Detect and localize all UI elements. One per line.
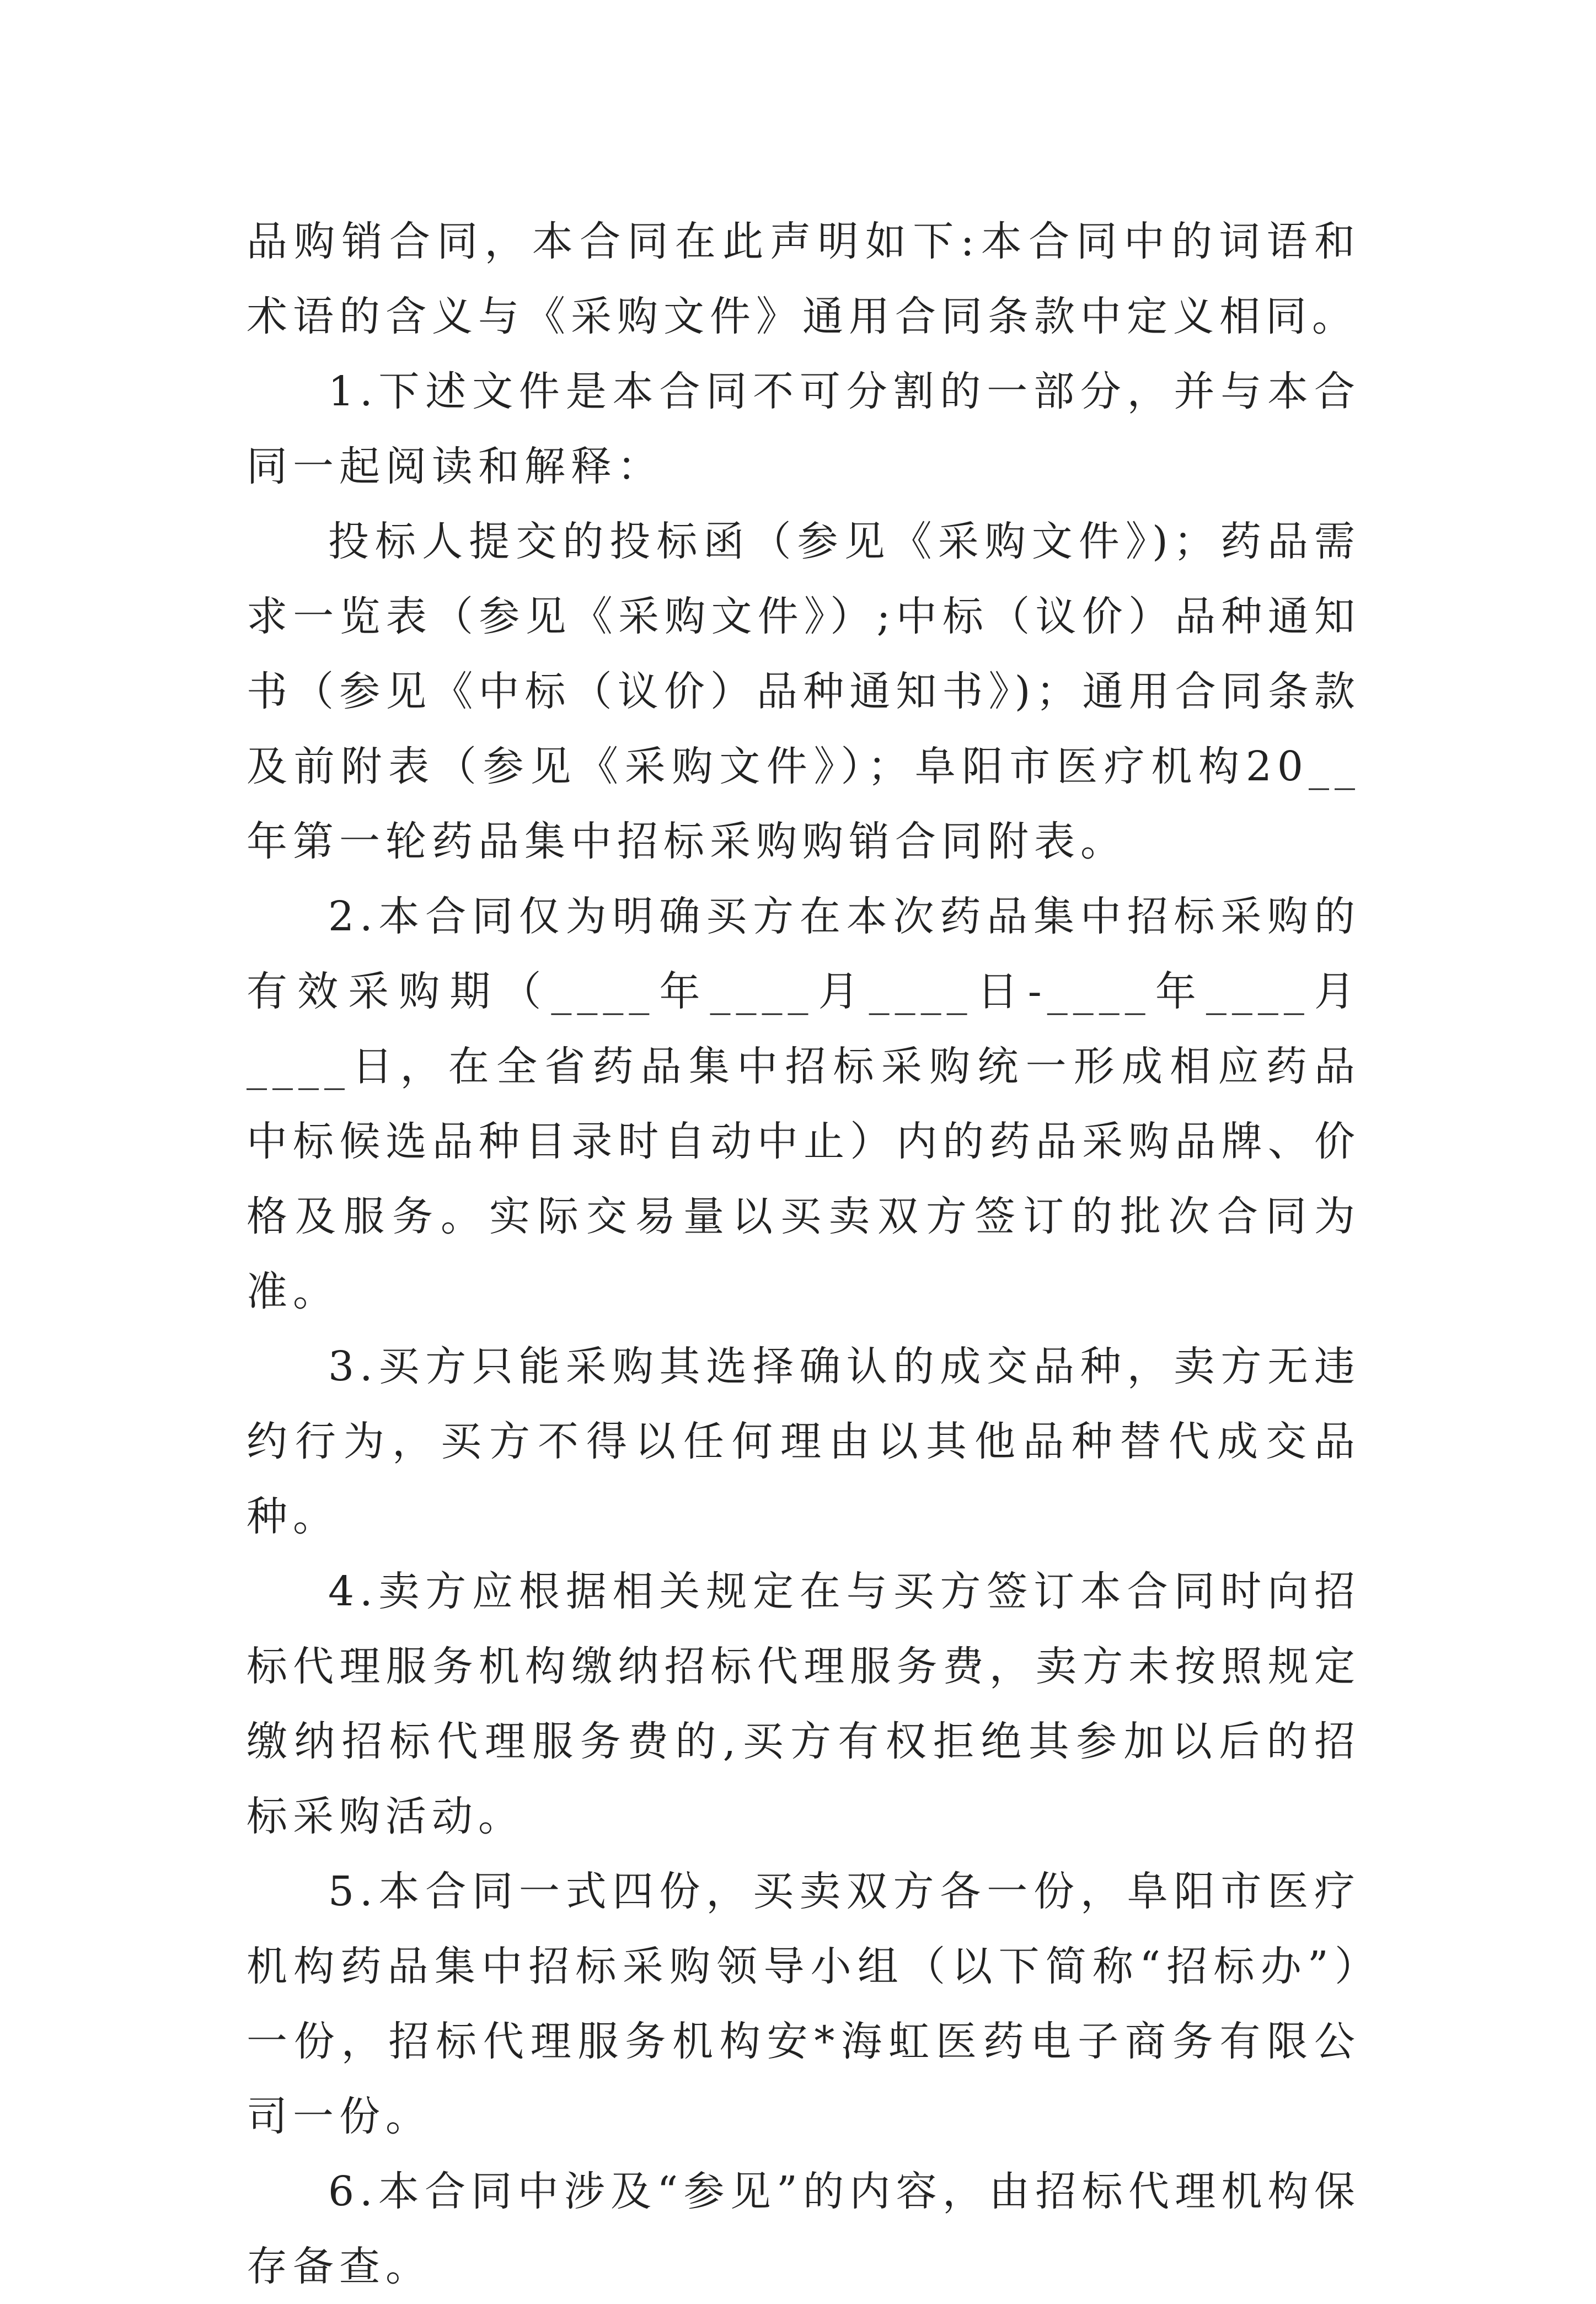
clause-4: 4.卖方应根据相关规定在与买方签订本合同时向招标代理服务机构缴纳招标代理服务费，卖方未按照规定缴纳招标代理服务费的,买方有权拒绝其参加以后的招标采购活动。	[247, 1568, 1361, 1840]
clause-1: 1.下述文件是本合同不可分割的一部分，并与本合同一起阅读和解释：	[247, 368, 1361, 490]
clause-3: 3.买方只能采购其选择确认的成交品种，卖方无违约行为，买方不得以任何理由以其他品种替代成交品种。	[247, 1343, 1361, 1540]
clause-6: 6.本合同中涉及“参见”的内容，由招标代理机构保存备查。	[247, 2168, 1361, 2290]
document-body	[247, 204, 1361, 2304]
paragraph-intro: 品购销合同，本合同在此声明如下:本合同中的词语和术语的含义与《采购文件》通用合同条款中定义相同。	[247, 218, 1361, 340]
clause-5: 5.本合同一式四份，买卖双方各一份，阜阳市医疗机构药品集中招标采购领导小组（以下简称“招标办”）一份，招标代理服务机构安*海虹医药电子商务有限公司一份。	[247, 1868, 1361, 2140]
clause-2: 2.本合同仅为明确买方在本次药品集中招标采购的有效采购期（____年____月____日-____年____月____日，在全省药品集中招标采购统一形成相应药品中标候选品种目录时自动中止）内的药品采购品牌、价格及服务。实际交易量以买卖双方签订的批次合同为准。	[247, 893, 1361, 1315]
clause-1-documents: 投标人提交的投标函（参见《采购文件》)；药品需求一览表（参见《采购文件》）;中标（议价）品种通知书（参见《中标（议价）品种通知书》)；通用合同条款及前附表（参见《采购文件》）；阜阳市医疗机构20__年第一轮药品集中招标采购购销合同附表。	[247, 518, 1361, 865]
